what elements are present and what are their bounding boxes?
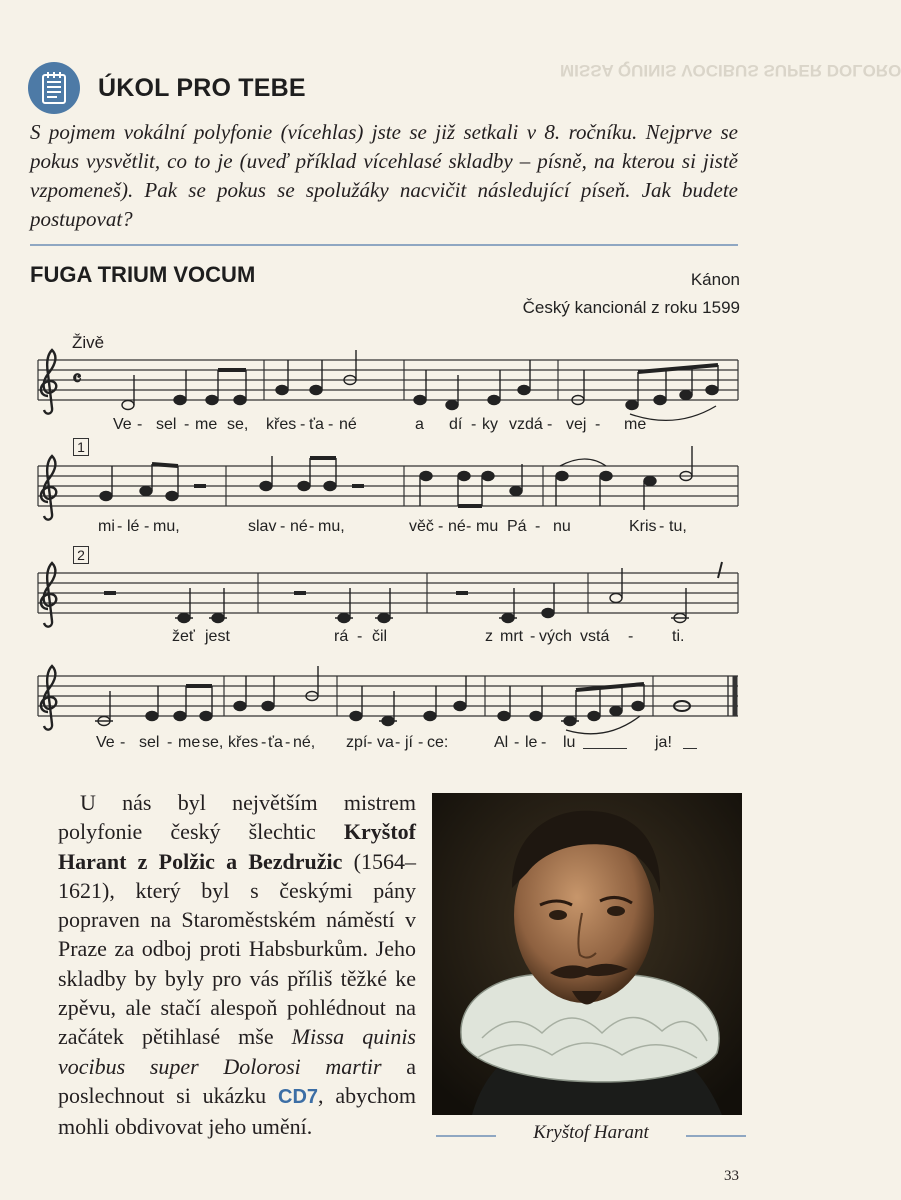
voice-entry-marker-1: 1: [73, 438, 89, 456]
lyric-syllable: sel: [139, 734, 160, 751]
lyric-syllable: Ve: [96, 734, 115, 751]
lyric-syllable: sel: [156, 416, 177, 433]
staff-row-3: [38, 573, 738, 613]
lyric-syllable: ťa: [309, 416, 324, 433]
lyric-syllable: né,: [293, 734, 316, 751]
portrait-caption: [436, 1122, 746, 1148]
lyric-syllable: se,: [227, 416, 249, 433]
lyric-syllable: žeť: [172, 628, 195, 645]
lyric-syllable: me: [195, 416, 218, 433]
lyric-syllable: Ve: [113, 416, 132, 433]
time-signature: 𝄴: [72, 366, 82, 392]
lyric-syllable: Kris: [629, 518, 657, 535]
voice-entry-marker-2: 2: [73, 546, 89, 564]
lyric-hyphen: -: [117, 518, 123, 535]
lyric-hyphen: -: [628, 628, 634, 645]
lyric-hyphen: -: [547, 416, 553, 433]
lyric-syllable: mu: [476, 518, 499, 535]
lyric-syllable: křes: [228, 734, 259, 751]
lyric-hyphen: -: [261, 734, 267, 751]
lyric-syllable: Al: [494, 734, 509, 751]
lyric-hyphen: -: [367, 734, 373, 751]
composer-name: Kryštof Harant z Polžic a Bezdružic: [58, 819, 416, 874]
caption-text: Kryštof Harant: [533, 1122, 649, 1143]
tempo-marking: Živě: [72, 333, 105, 352]
lyric-syllable: zpí: [346, 734, 368, 751]
lyric-syllable: dí: [449, 416, 463, 433]
lyric-hyphen: -: [541, 734, 547, 751]
song-source: Český kancionál z roku 1599: [522, 298, 740, 317]
lyric-syllable: vstá: [580, 628, 610, 645]
lyric-hyphen: -: [530, 628, 536, 645]
lyric-syllable: mrt: [500, 628, 524, 645]
lyric-syllable: ky: [482, 416, 498, 433]
melisma-line: [683, 748, 697, 749]
article-paragraph: U nás byl největším mistrem polyfonie český šlechtic Kryštof Harant z Polžic a Bezdružic (1564–1621), který byl s českými pány popraven na Staroměstském náměstí v Praze za odboj proti Habsburkům. Jeho skladby by byly pro vás příliš těžké ke zpěvu, ale stačí alespoň pohlédnout na začátek pětihlasé mše Missa quinis vocibus super Dolorosi martir a poslechnout si ukázku CD7, abychom mohli obdivovat jeho umění.: [58, 790, 417, 1140]
page-number: 33: [724, 1168, 739, 1184]
lyric-syllable: né: [290, 518, 308, 535]
lyric-hyphen: -: [418, 734, 424, 751]
lyric-syllable: tu,: [669, 518, 687, 535]
lyric-hyphen: -: [309, 518, 315, 535]
lyric-syllable: z: [485, 628, 493, 645]
lyric-syllable: jest: [205, 628, 230, 645]
lyric-syllable: se,: [202, 734, 224, 751]
lyric-syllable: čil: [372, 628, 388, 645]
lyric-syllable: věč: [409, 518, 434, 535]
lyric-syllable: mi: [98, 518, 115, 535]
lyric-syllable: ce:: [427, 734, 449, 751]
staff-row-4: [38, 676, 738, 716]
lyric-hyphen: -: [184, 416, 190, 433]
lyric-syllable: me: [624, 416, 647, 433]
cd-reference: CD7: [278, 1085, 319, 1108]
lyric-syllable: vzdá: [509, 416, 543, 433]
lyric-syllable: me: [178, 734, 201, 751]
song-genre: Kánon: [690, 270, 740, 289]
lyric-hyphen: -: [120, 734, 126, 751]
lyric-hyphen: -: [328, 416, 334, 433]
caption-rule-right: [686, 1135, 746, 1137]
lyric-syllable: né: [339, 416, 357, 433]
lyric-syllable: vých: [539, 628, 572, 645]
melisma-line: [583, 748, 627, 749]
article-text: [58, 788, 416, 1142]
lyric-hyphen: -: [144, 518, 150, 535]
lyric-syllable: le: [525, 734, 538, 751]
lyric-hyphen: -: [535, 518, 541, 535]
lyric-syllable: ti.: [672, 628, 685, 645]
lyric-syllable: lu: [563, 734, 576, 751]
lyric-syllable: ja!: [655, 734, 672, 751]
lyric-hyphen: -: [300, 416, 306, 433]
lyric-syllable: vej: [566, 416, 587, 433]
lyric-syllable: né: [448, 518, 466, 535]
lyric-syllable: jí: [405, 734, 413, 751]
lyric-hyphen: -: [395, 734, 401, 751]
mass-title: Missa quinis vocibus super Dolorosi martir: [58, 1024, 416, 1079]
staff-row-2: [38, 466, 738, 506]
lyric-hyphen: -: [438, 518, 444, 535]
task-text: S pojmem vokální polyfonie (vícehlas) jste se již setkali v 8. ročníku. Nejprve se pokus vysvětlit, co to je (uveď příklad vícehlasé skladby – písně, na kterou si jistě vzpomeneš). Pak se pokus se spolužáky nacvičit následující píseň. Jak budete postupovat?: [30, 120, 738, 231]
song-title: FUGA TRIUM VOCUM: [30, 262, 256, 287]
lyric-syllable: mu,: [318, 518, 345, 535]
bleed-through-text: MISSA QUINIS VOCIBUS SUPER DOLORO: [560, 61, 901, 80]
lyric-hyphen: -: [167, 734, 173, 751]
lyric-hyphen: -: [285, 734, 291, 751]
notes-row-2: [100, 446, 692, 510]
lyric-syllable: Pá: [507, 518, 527, 535]
lyric-hyphen: -: [471, 416, 477, 433]
lyric-syllable: křes: [266, 416, 297, 433]
lyric-syllable: nu: [553, 518, 571, 535]
lyric-syllable: a: [415, 416, 424, 433]
task-title: ÚKOL PRO TEBE: [98, 73, 306, 102]
lyric-syllable: slav: [248, 518, 277, 535]
lyric-hyphen: -: [137, 416, 143, 433]
lyric-hyphen: -: [280, 518, 286, 535]
lyric-hyphen: -: [595, 416, 601, 433]
lyric-hyphen: -: [659, 518, 665, 535]
lyric-hyphen: -: [466, 518, 472, 535]
portrait-image: [432, 793, 742, 1115]
lyric-syllable: mu,: [153, 518, 180, 535]
lyric-syllable: rá: [334, 628, 349, 645]
lyric-syllable: va: [377, 734, 394, 751]
staff-row-1: [38, 360, 738, 400]
lyric-syllable: ťa: [268, 734, 283, 751]
lyric-hyphen: -: [357, 628, 363, 645]
lyric-hyphen: -: [514, 734, 520, 751]
lyric-syllable: lé: [127, 518, 140, 535]
